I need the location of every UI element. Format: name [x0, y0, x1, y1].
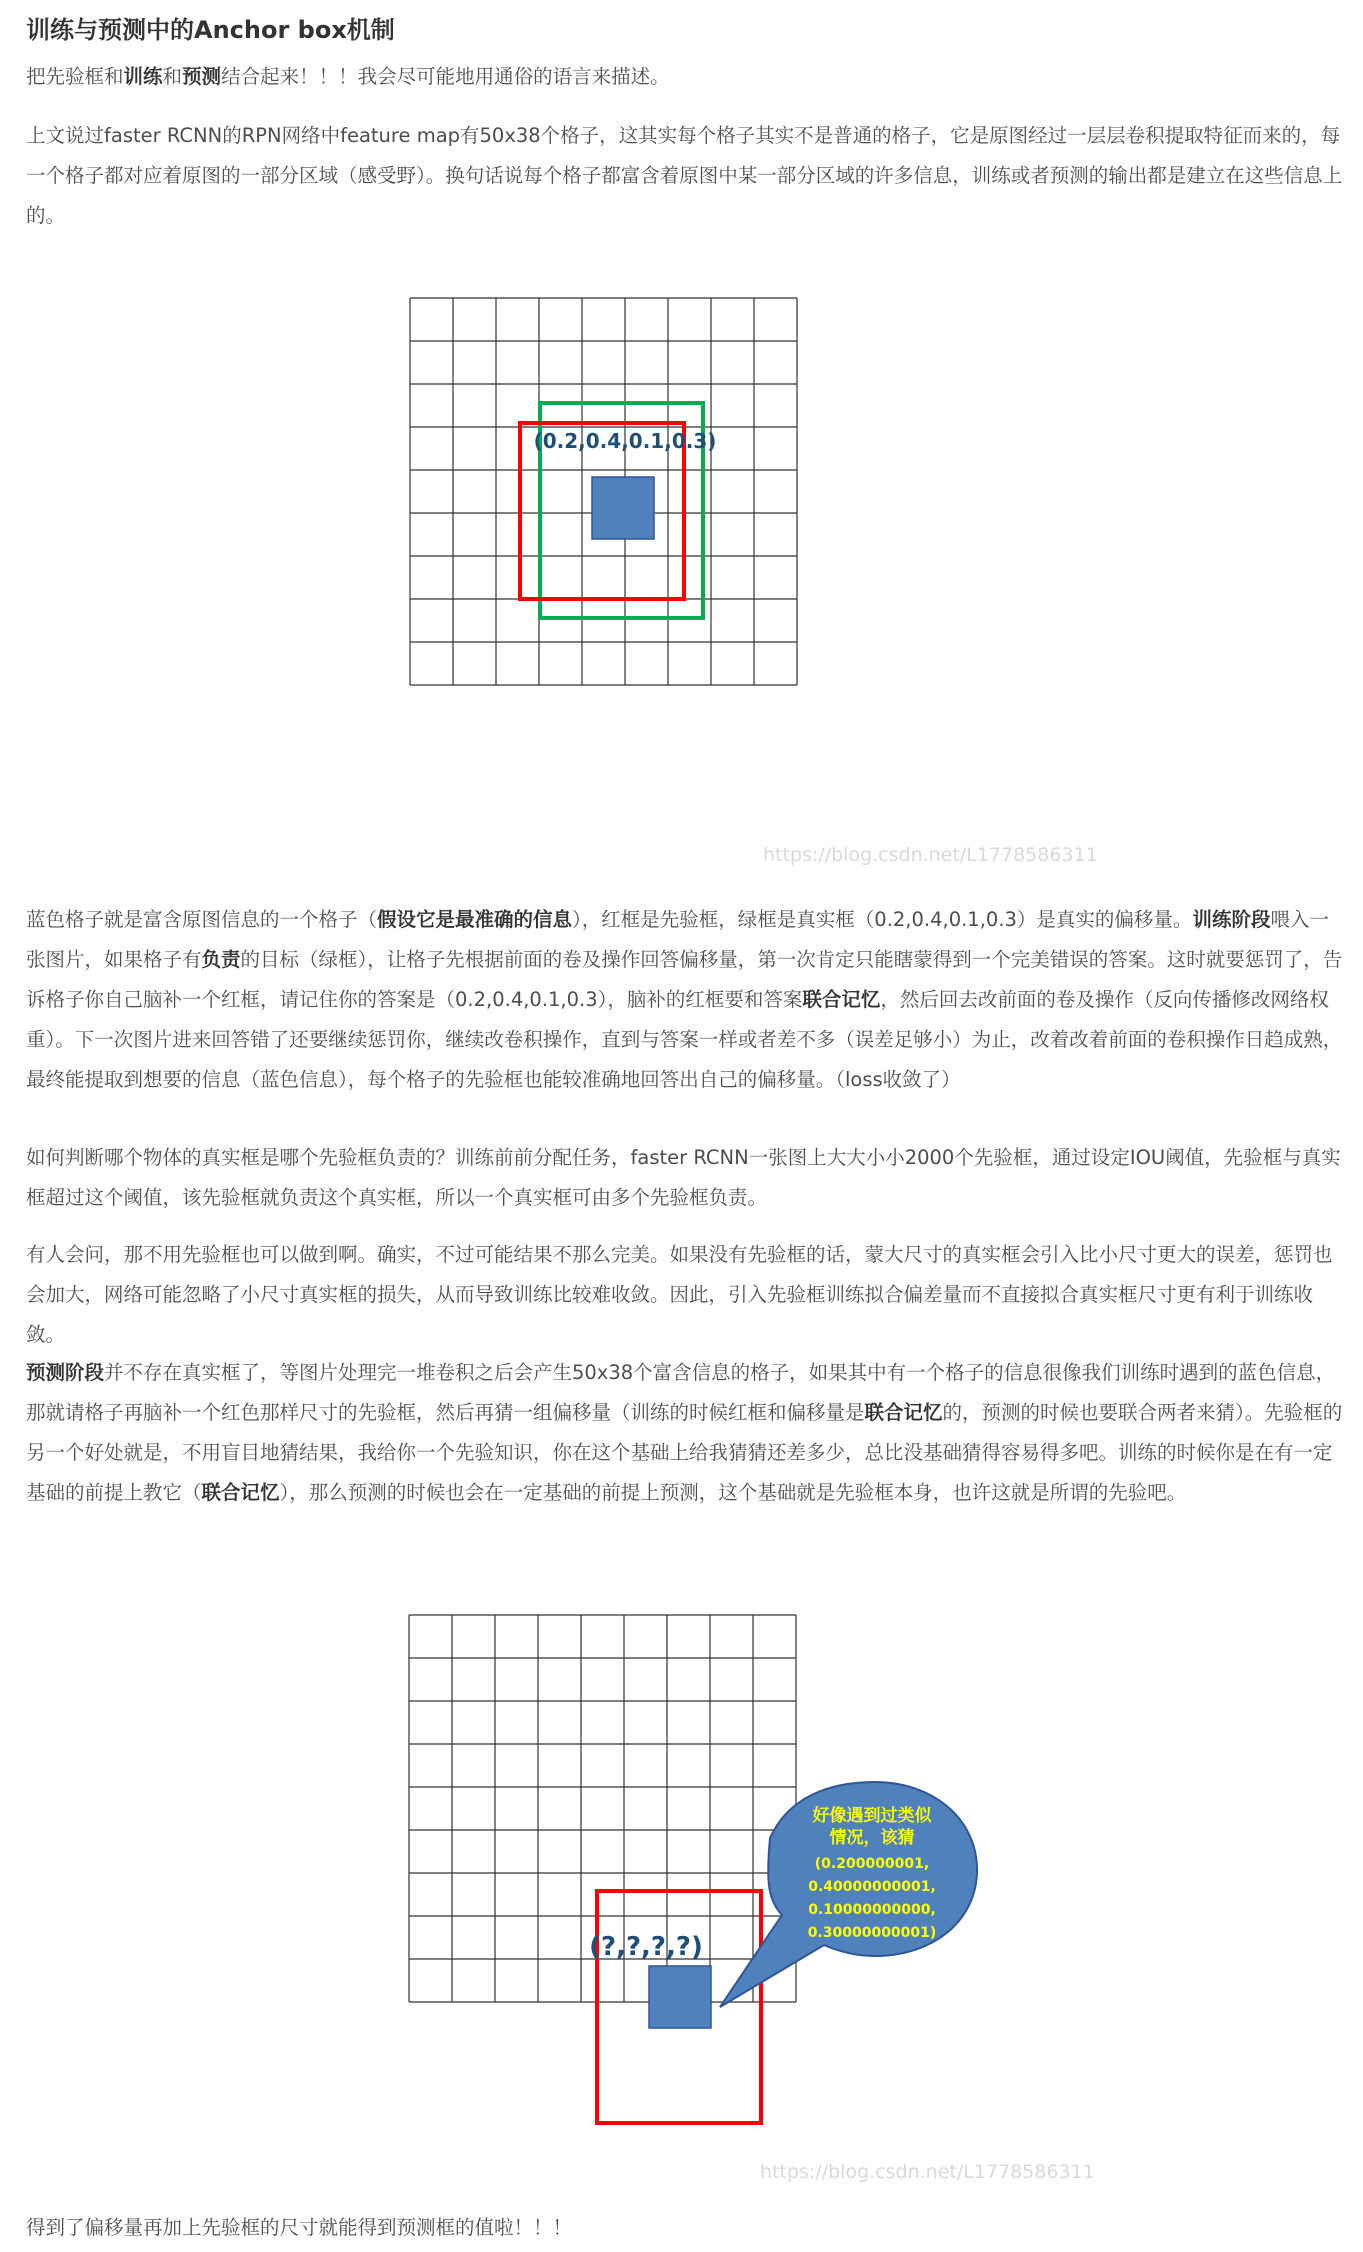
- watermark: https://blog.csdn.net/L1778586311: [760, 2161, 1095, 2183]
- p2-text-i: ，然后回去改前面的卷及操作（反向传播修改网络权重）。下一次图片进来回答错了还要继续惩罚你，继续改卷积操作，直到与答案一样或者差不多（误差足够小）为止，改着改着前面的卷积操作日趋成熟，最终能提取到想要的信息（蓝色信息），每个格子的先验框也能较准确地回答出自己的偏移量。（loss收敛了）: [26, 988, 1343, 1091]
- p5-text-b: 并不存在真实框了，等图片处理完一堆卷积之后会产生50x38个富含信息的格子，如果其中有一个格子的信息很像我们训练时遇到的蓝色信息，那就请格子再脑补一个红色那样尺寸的先验框，然后再猜一组偏移量（训练的时候红框和偏移量是: [26, 1361, 1336, 1424]
- unknown-offset-label: (?,?,?,?): [589, 1932, 703, 1962]
- intro-text-c: 和: [162, 65, 183, 88]
- p2-bold-responsible: 负责: [201, 948, 241, 971]
- watermark: https://blog.csdn.net/L1778586311: [763, 844, 1098, 866]
- paragraph-iou-assignment: 如何判断哪个物体的真实框是哪个先验框负责的？训练前前分配任务，faster RCNN一张图上大大小小2000个先验框，通过设定IOU阈值，先验框与真实框超过这个阈值，该先验框就负责这个真实框，所以一个真实框可由多个先验框负责。: [26, 1146, 1341, 1209]
- p2-bold-joint-memory: 联合记忆: [802, 988, 881, 1011]
- p2-bold-training-stage: 训练阶段: [1192, 908, 1271, 931]
- intro-bold-training: 训练: [123, 65, 163, 88]
- blue-feature-cell: [649, 1966, 711, 2028]
- paragraph-feature-map: 上文说过faster RCNN的RPN网络中feature map有50x38个格子，这其实每个格子其实不是普通的格子，它是原图经过一层层卷积提取特征而来的，每一个格子都对应着原图的一部分区域（感受野）。换句话说每个格子都富含着原图中某一部分区域的许多信息，训练或者预测的输出都是建立在这些信息上的。: [26, 124, 1343, 227]
- figure-training: [403, 293, 1103, 873]
- intro-text-a: 把先验框和: [26, 65, 124, 88]
- p2-bold-assumption: 假设它是最准确的信息: [377, 908, 573, 931]
- p5-text-d: 的，预测的时候也要联合两者来猜）。先验框的另一个好处就是，不用盲目地猜结果，我给你一个先验知识，你在这个基础上给我猜猜还差多少，总比没基础猜得容易得多吧。训练的时候你是在有一定基础的前提上教它（: [26, 1401, 1343, 1504]
- intro-bold-predict: 预测: [182, 65, 222, 88]
- p5-bold-joint-memory-2: 联合记忆: [201, 1481, 280, 1504]
- paragraph-training-stage: [26, 900, 1346, 1100]
- blue-feature-cell: [592, 477, 654, 539]
- training-grid-diagram: [403, 293, 1103, 873]
- bubble-value-2: 0.40000000001,: [808, 1879, 936, 1895]
- p5-bold-joint-memory: 联合记忆: [864, 1401, 943, 1424]
- offset-label: (0.2,0.4,0.1,0.3): [533, 429, 717, 453]
- intro-text-e: 结合起来！！！我会尽可能地用通俗的语言来描述。: [221, 65, 670, 88]
- figure-prediction: [402, 1610, 1102, 2190]
- p2-text-c: ），红框是先验框，绿框是真实框（0.2,0.4,0.1,0.3）是真实的偏移量。: [572, 908, 1193, 931]
- paragraph-conclusion: 得到了偏移量再加上先验框的尺寸就能得到预测框的值啦！！！: [26, 2216, 573, 2239]
- p5-text-f: ），那么预测的时候也会在一定基础的前提上预测，这个基础就是先验框本身，也许这就是所谓的先验吧。: [279, 1481, 1187, 1504]
- p2-text-e: 喂入一张图片，如果格子有: [26, 908, 1329, 971]
- p2-text-a: 蓝色格子就是富含原图信息的一个格子（: [26, 908, 378, 931]
- bubble-value-4: 0.30000000001): [807, 1925, 937, 1941]
- bubble-line-2: 情况，该猜: [829, 1828, 915, 1848]
- paragraph-predict-stage: [26, 1353, 1346, 1513]
- article-title: 训练与预测中的Anchor box机制: [26, 16, 395, 44]
- prediction-grid-diagram: [402, 1610, 1102, 2190]
- paragraph-why-prior: 有人会问，那不用先验框也可以做到啊。确实，不过可能结果不那么完美。如果没有先验框的话，蒙大尺寸的真实框会引入比小尺寸更大的误差，惩罚也会加大，网络可能忽略了小尺寸真实框的损失，从而导致训练比较难收敛。因此，引入先验框训练拟合偏差量而不直接拟合真实框尺寸更有利于训练收敛。: [26, 1243, 1333, 1346]
- intro-paragraph: [26, 57, 1346, 97]
- bubble-line-1: 好像遇到过类似: [812, 1806, 932, 1826]
- bubble-value-3: 0.10000000000,: [808, 1902, 936, 1918]
- p5-bold-predict-stage: 预测阶段: [26, 1361, 105, 1384]
- bubble-value-1: (0.200000001,: [814, 1856, 930, 1872]
- p2-text-g: 的目标（绿框），让格子先根据前面的卷及操作回答偏移量，第一次肯定只能瞎蒙得到一个完美错误的答案。这时就要惩罚了，告诉格子你自己脑补一个红框，请记住你的答案是（0.2,0.4,0.1,0.3），脑补的红框要和答案: [26, 948, 1343, 1011]
